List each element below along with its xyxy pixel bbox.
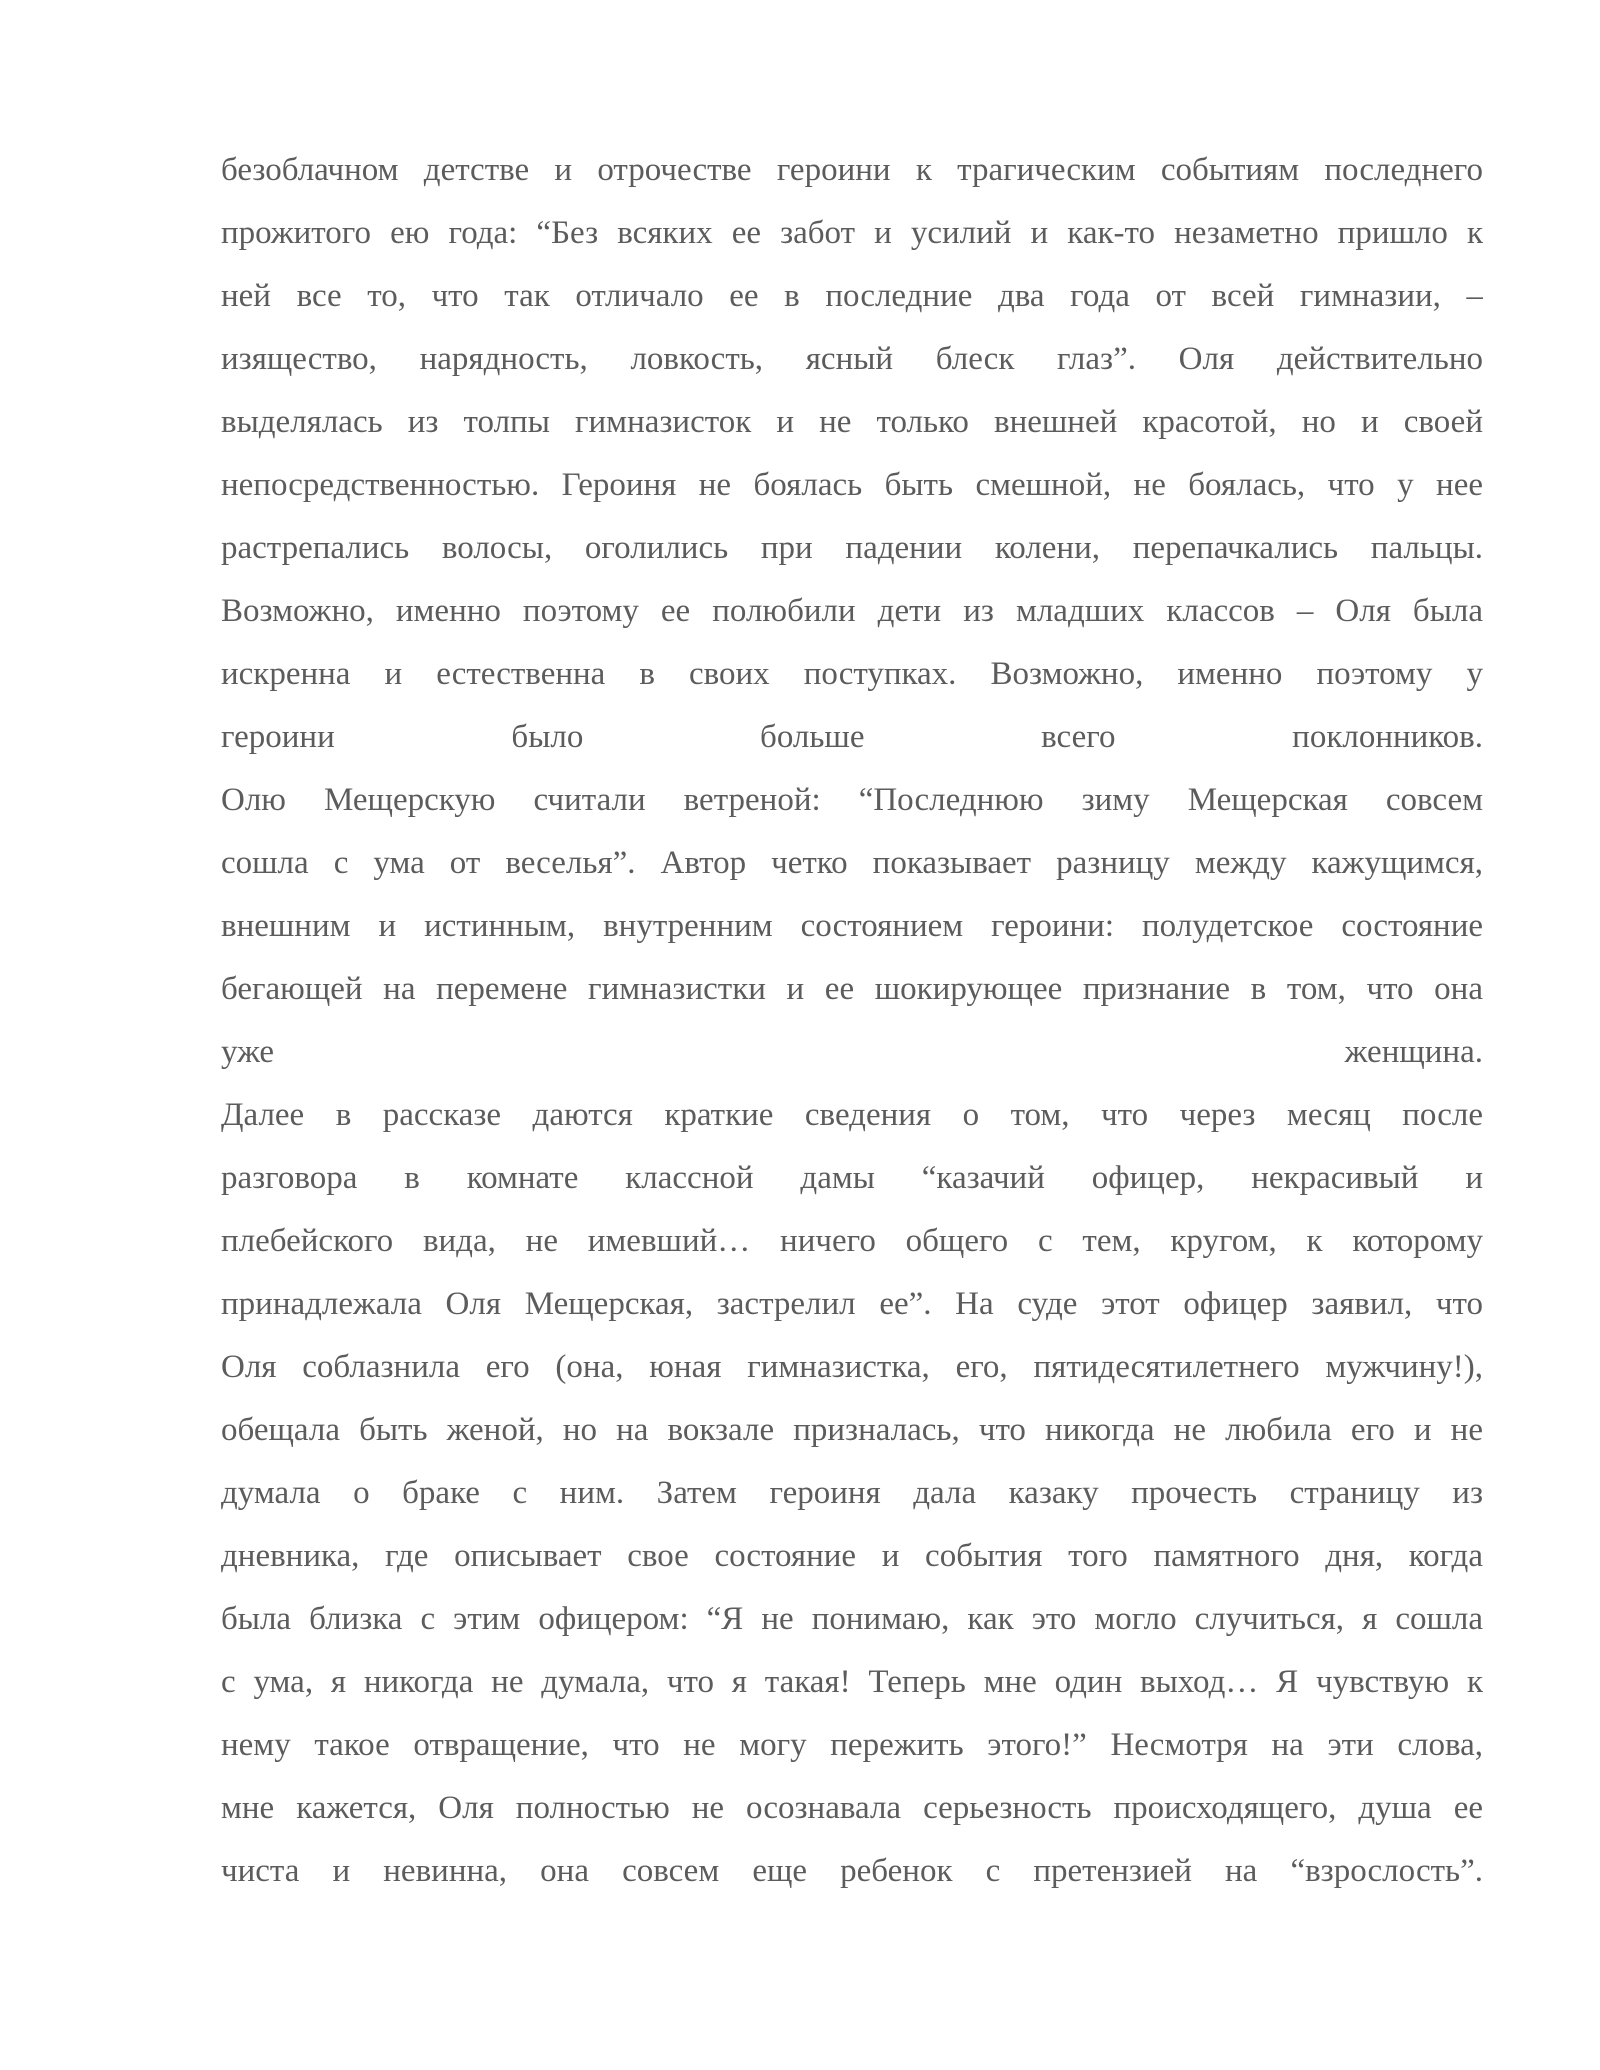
- text-line: бегающей на перемене гимназистки и ее шокирующее признание в том, что она: [221, 971, 1483, 1007]
- text-line: уже женщина.: [221, 1034, 1483, 1070]
- text-line: растрепались волосы, оголились при падении колени, перепачкались пальцы.: [221, 530, 1483, 566]
- text-line: Далее в рассказе даются краткие сведения о том, что через месяц после: [221, 1097, 1483, 1133]
- text-line: выделялась из толпы гимназисток и не только внешней красотой, но и своей: [221, 404, 1483, 440]
- text-line: Возможно, именно поэтому ее полюбили дети из младших классов – Оля была: [221, 593, 1483, 629]
- text-line: нему такое отвращение, что не могу пережить этого!” Несмотря на эти слова,: [221, 1727, 1483, 1763]
- text-line: внешним и истинным, внутренним состоянием героини: полудетское состояние: [221, 908, 1483, 944]
- text-line: разговора в комнате классной дамы “казачий офицер, некрасивый и: [221, 1160, 1483, 1196]
- text-line: Оля соблазнила его (она, юная гимназистка, его, пятидесятилетнего мужчину!),: [221, 1349, 1483, 1385]
- text-line: непосредственностью. Героиня не боялась быть смешной, не боялась, что у нее: [221, 467, 1483, 503]
- text-line: с ума, я никогда не думала, что я такая! Теперь мне один выход… Я чувствую к: [221, 1664, 1483, 1700]
- text-line: думала о браке с ним. Затем героиня дала казаку прочесть страницу из: [221, 1475, 1483, 1511]
- text-line: плебейского вида, не имевший… ничего общего с тем, кругом, к которому: [221, 1223, 1483, 1259]
- text-line: искренна и естественна в своих поступках. Возможно, именно поэтому у: [221, 656, 1483, 692]
- text-line: мне кажется, Оля полностью не осознавала серьезность происходящего, душа ее: [221, 1790, 1483, 1826]
- text-line: ней все то, что так отличало ее в последние два года от всей гимназии, –: [221, 278, 1483, 314]
- text-line: героини было больше всего поклонников.: [221, 719, 1483, 755]
- text-line: была близка с этим офицером: “Я не понимаю, как это могло случиться, я сошла: [221, 1601, 1483, 1637]
- text-line: прожитого ею года: “Без всяких ее забот и усилий и как-то незаметно пришло к: [221, 215, 1483, 251]
- text-line: обещала быть женой, но на вокзале призналась, что никогда не любила его и не: [221, 1412, 1483, 1448]
- text-line: принадлежала Оля Мещерская, застрелил ее”. На суде этот офицер заявил, что: [221, 1286, 1483, 1322]
- text-line: сошла с ума от веселья”. Автор четко показывает разницу между кажущимся,: [221, 845, 1483, 881]
- text-line: Олю Мещерскую считали ветреной: “Последнюю зиму Мещерская совсем: [221, 782, 1483, 818]
- text-line: дневника, где описывает свое состояние и события того памятного дня, когда: [221, 1538, 1483, 1574]
- text-line: чиста и невинна, она совсем еще ребенок с претензией на “взрослость”.: [221, 1853, 1483, 1889]
- body-text: [221, 143, 1483, 1907]
- text-line: безоблачном детстве и отрочестве героини к трагическим событиям последнего: [221, 152, 1483, 188]
- text-line: изящество, нарядность, ловкость, ясный блеск глаз”. Оля действительно: [221, 341, 1483, 377]
